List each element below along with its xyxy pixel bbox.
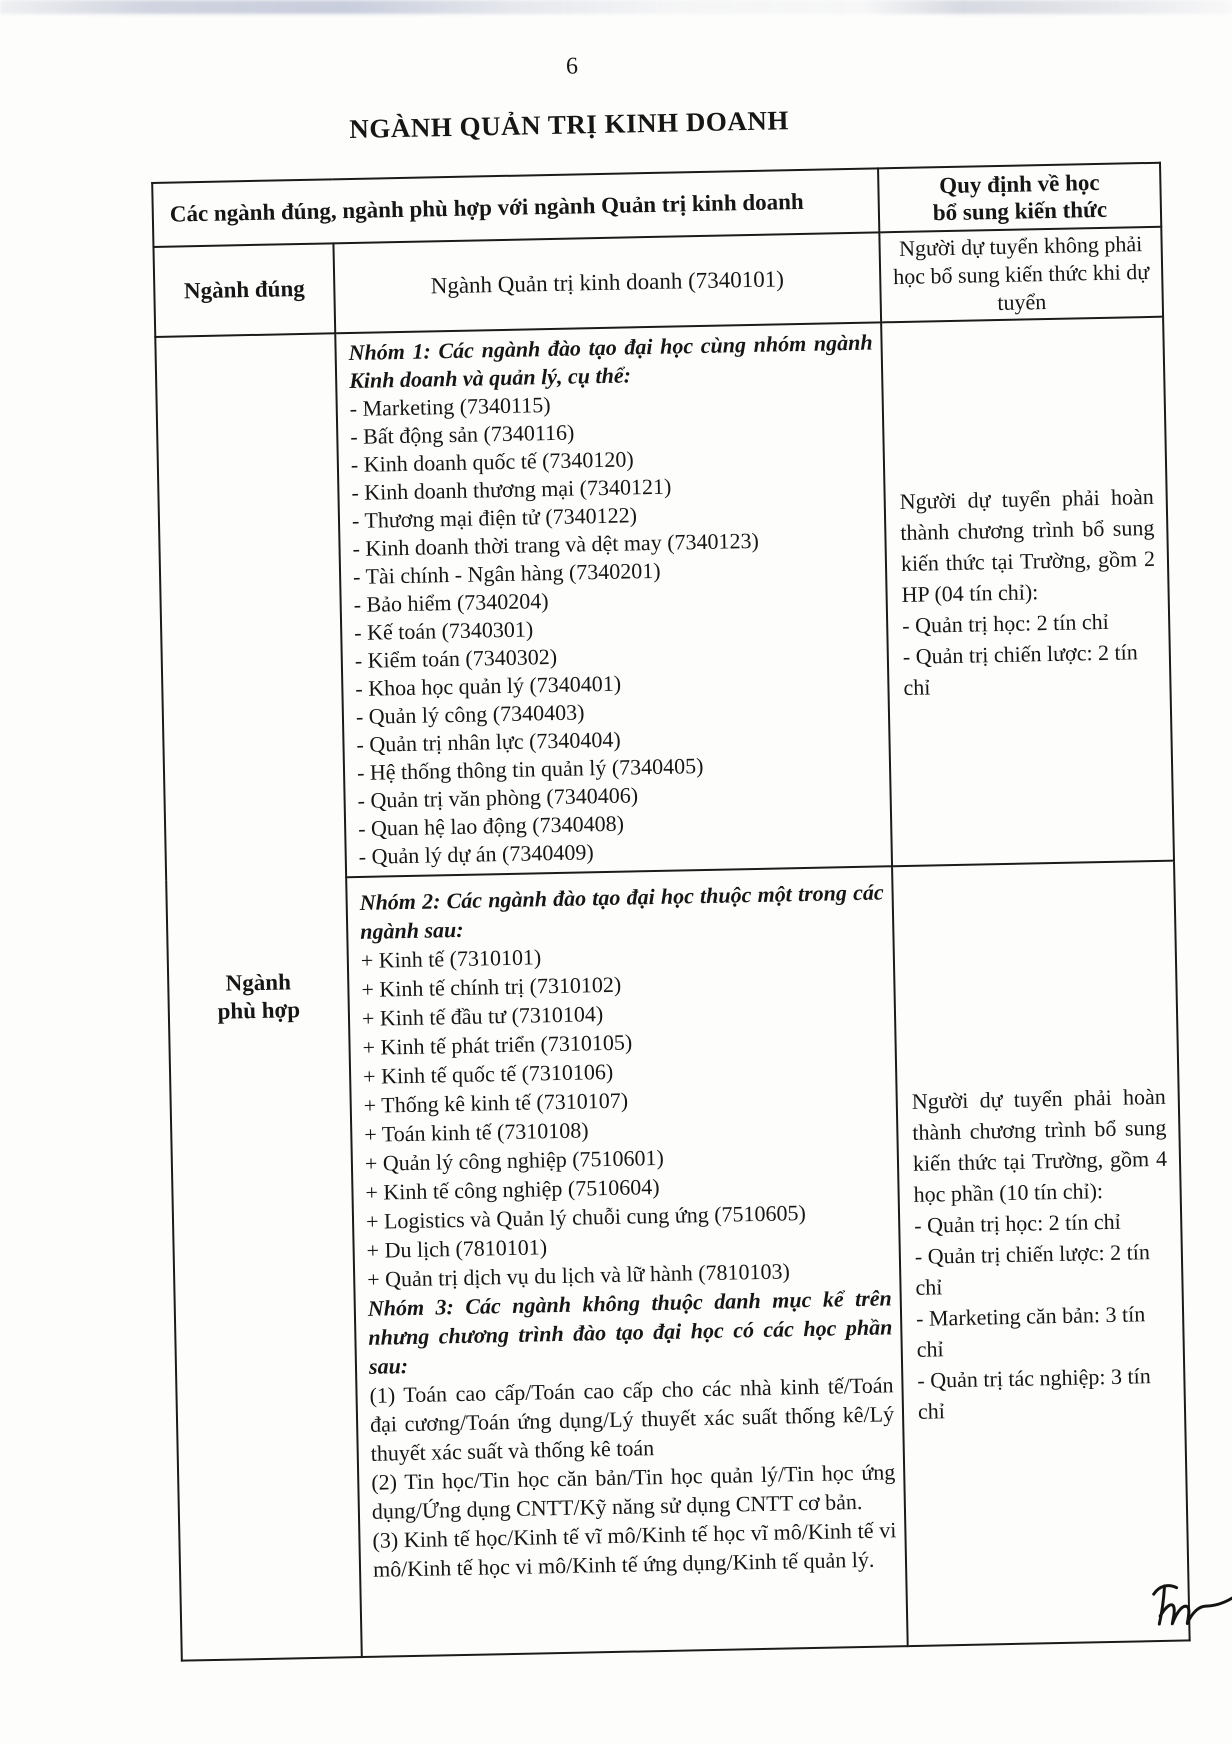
- group1-note-courses: [902, 604, 1158, 702]
- major-list-item: - Marketing (7340115): [349, 392, 551, 422]
- course-paragraph: (1) Toán cao cấp/Toán cao cấp cho các nhà kinh tế/Toán đại cương/Toán ứng dụng/Lý thuyết xác suất thống kê/Lý thuyết xác suất và thống kê toán: [369, 1372, 895, 1466]
- note-course-item: - Quản trị học: 2 tín chỉ: [914, 1208, 1121, 1238]
- major-list-item: - Kinh doanh thời trang và dệt may (7340123): [352, 527, 760, 562]
- major-list-item: - Quan hệ lao động (7340408): [357, 810, 625, 841]
- major-list-item: - Hệ thống thông tin quản lý (7340405): [356, 753, 704, 785]
- group3-course-paragraphs: [369, 1370, 897, 1583]
- group1-heading: Nhóm 1: Các ngành đào tạo đại học cùng nhóm ngành Kinh doanh và quản lý, cụ thể:: [348, 329, 873, 394]
- course-paragraph: (2) Tin học/Tin học căn bản/Tin học quản lý/Tin học ứng dụng/Ứng dụng CNTT/Kỹ năng sử dụng CNTT cơ bản.: [371, 1459, 896, 1524]
- label-nganh-phu-hop-line2: phù hợp: [217, 997, 301, 1024]
- header-cell-regulation: [878, 163, 1161, 233]
- major-list-item: + Logistics và Quản lý chuỗi cung ứng (7510605): [365, 1200, 807, 1234]
- major-list-item: + Toán kinh tế (7310108): [364, 1117, 589, 1147]
- header-regulation-line1: Quy định về học: [938, 169, 1100, 199]
- major-list-item: + Kinh tế phát triển (7310105): [362, 1029, 633, 1060]
- label-nganh-phu-hop-line1: Ngành: [225, 969, 292, 996]
- major-list-item: - Khoa học quản lý (7340401): [355, 670, 622, 701]
- signature-handwriting-thu: [1141, 1576, 1232, 1648]
- signature-stroke: [1159, 1586, 1166, 1624]
- page-title: NGÀNH QUẢN TRỊ KINH DOANH: [349, 105, 790, 144]
- header-regulation-line2: bổ sung kiến thức: [932, 196, 1108, 226]
- major-list-item: + Quản lý công nghiệp (7510601): [364, 1144, 665, 1176]
- row-nhom-1: [155, 317, 1174, 881]
- major-list-item: - Kiểm toán (7340302): [354, 643, 558, 673]
- group1-note-cell: [881, 317, 1174, 867]
- major-list-item: + Kinh tế công nghiệp (7510604): [365, 1173, 660, 1205]
- major-list-item: - Kinh doanh quốc tế (7340120): [350, 446, 634, 478]
- note-course-item: - Quản trị học: 2 tín chỉ: [901, 608, 1109, 638]
- note-course-item: - Marketing căn bản: 3 tín chỉ: [915, 1300, 1146, 1362]
- signature-stroke: [1160, 1591, 1232, 1624]
- header-cell-majors: Các ngành đúng, ngành phù hợp với ngành Quản trị kinh doanh: [152, 168, 879, 247]
- note-course-item: - Quản trị chiến lược: 2 tín chỉ: [902, 638, 1139, 700]
- major-list-item: + Quản trị dịch vụ du lịch và lữ hành (7810103): [366, 1258, 791, 1292]
- group2-major-list: [361, 935, 892, 1293]
- group2-3-note-intro: Người dự tuyển phải hoàn thành chương trình bổ sung kiến thức tại Trường, gồm 4 học phần (10 tín chỉ):: [911, 1083, 1168, 1207]
- major-list-item: - Quản trị nhân lực (7340404): [356, 726, 621, 757]
- label-nganh-dung: Ngành đúng: [153, 243, 335, 337]
- major-list-item: - Quản lý dự án (7340409): [358, 839, 594, 869]
- note-nganh-dung: Người dự tuyển không phải học bổ sung kiến thức khi dự tuyển: [879, 227, 1163, 323]
- major-list-item: - Kế toán (7340301): [353, 616, 534, 645]
- major-list-item: - Quản lý công (7340403): [355, 699, 585, 729]
- page-number: 6: [565, 53, 579, 80]
- major-list-item: + Thống kê kinh tế (7310107): [363, 1087, 629, 1118]
- group2-heading: Nhóm 2: Các ngành đào tạo đại học thuộc một trong các ngành sau:: [359, 879, 884, 944]
- group2-3-majors-cell: [346, 866, 908, 1657]
- major-list-item: - Thương mại điện tử (7340122): [351, 502, 638, 534]
- group2-3-note-cell: [892, 861, 1190, 1647]
- note-course-item: - Quản trị tác nghiệp: 3 tín chỉ: [917, 1362, 1151, 1424]
- label-nganh-phu-hop: [155, 333, 362, 1660]
- major-list-item: - Quản trị văn phòng (7340406): [357, 782, 639, 813]
- group1-note-intro: Người dự tuyển phải hoàn thành chương trình bổ sung kiến thức tại Trường, gồm 2 HP (04 tín chỉ):: [899, 483, 1156, 607]
- major-list-item: + Kinh tế quốc tế (7310106): [362, 1058, 614, 1089]
- majors-table: [151, 162, 1191, 1662]
- value-nganh-dung: Ngành Quản trị kinh doanh (7340101): [333, 232, 881, 333]
- group1-major-list: [349, 385, 882, 871]
- group3-heading: Nhóm 3: Các ngành không thuộc danh mục kể trên nhưng chương trình đào tạo đại học có các học phần sau:: [367, 1285, 893, 1379]
- major-list-item: - Bảo hiểm (7340204): [353, 588, 549, 618]
- course-paragraph: (3) Kinh tế học/Kinh tế vĩ mô/Kinh tế học vĩ mô/Kinh tế vi mô/Kinh tế học vi mô/Kinh tế ứng dụng/Kinh tế quản lý.: [372, 1517, 897, 1582]
- major-list-item: + Kinh tế chính trị (7310102): [361, 971, 622, 1002]
- major-list-item: + Kinh tế (7310101): [360, 944, 542, 973]
- major-list-item: - Tài chính - Ngân hàng (7340201): [352, 557, 661, 590]
- major-list-item: + Du lịch (7810101): [366, 1234, 548, 1263]
- note-course-item: - Quản trị chiến lược: 2 tín chỉ: [914, 1238, 1151, 1300]
- major-list-item: + Kinh tế đầu tư (7310104): [361, 1001, 604, 1031]
- major-list-item: - Kinh doanh thương mại (7340121): [351, 473, 672, 506]
- group1-majors-cell: [335, 322, 892, 877]
- major-list-item: - Bất động sản (7340116): [350, 419, 575, 450]
- group2-3-note-courses: [914, 1204, 1172, 1426]
